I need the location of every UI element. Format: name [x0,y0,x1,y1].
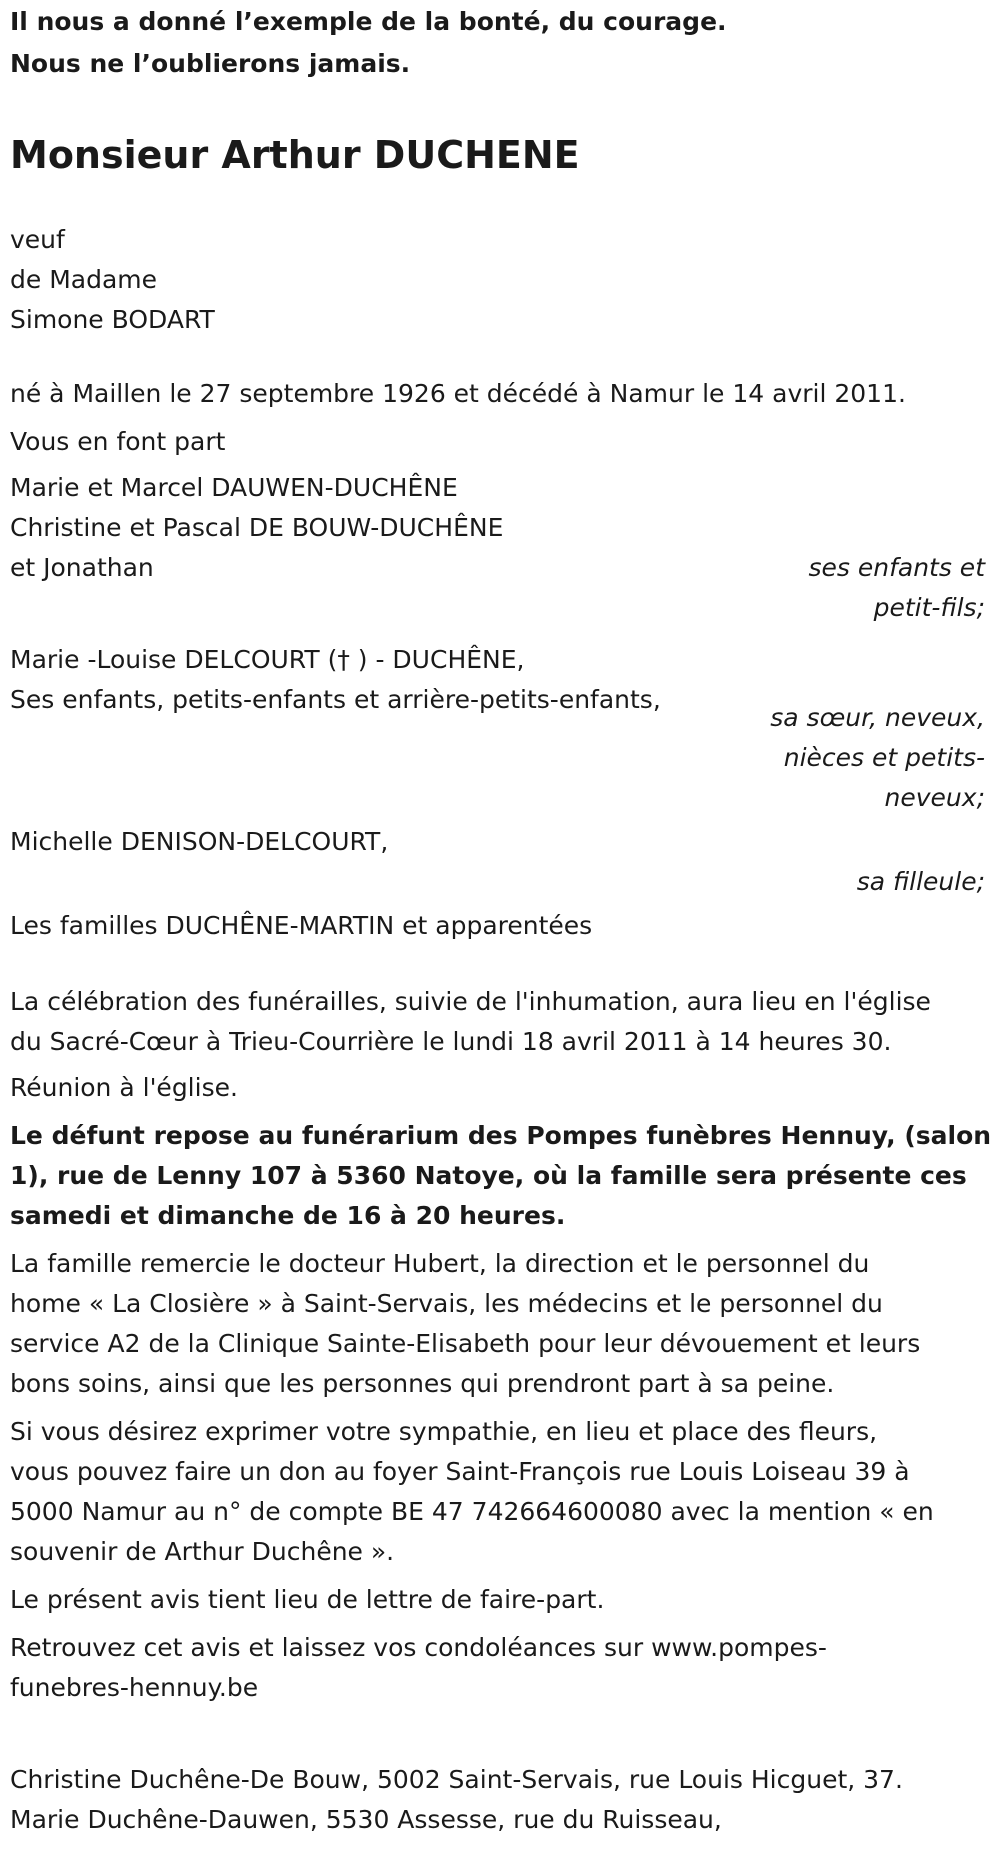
role-line: nièces et petits- [783,743,985,772]
donation-line: souvenir de Arthur Duchêne ». [10,1537,395,1566]
donation-line: 5000 Namur au n° de compte BE 47 742664600080 avec la mention « en [10,1497,934,1526]
family-line: Christine et Pascal DE BOUW-DUCHÊNE [10,513,504,542]
donation-line: vous pouvez faire un don au foyer Saint-François rue Louis Loiseau 39 à [10,1457,910,1486]
family-line: et Jonathan [10,553,154,582]
header-quote [10,2,985,84]
role-line: sa sœur, neveux, [770,703,985,732]
children-role [10,548,985,628]
ceremony-line: La célébration des funérailles, suivie de l'inhumation, aura lieu en l'église [10,987,931,1016]
spouse-line: veuf [10,225,65,254]
families-line: Les familles DUCHÊNE-MARTIN et apparentées [10,911,593,940]
family-line: Marie et Marcel DAUWEN-DUCHÊNE [10,473,458,502]
thanks-line: La famille remercie le docteur Hubert, la direction et le personnel du [10,1249,870,1278]
family-line: Ses enfants, petits-enfants et arrière-petits-enfants, [10,685,661,714]
birth-death: né à Maillen le 27 septembre 1926 et décédé à Namur le 14 avril 2011. [10,379,906,408]
goddaughter: Michelle DENISON-DELCOURT, [10,827,389,856]
announce-text: Vous en font part [10,427,226,456]
notice-text: Le présent avis tient lieu de lettre de faire-part. [10,1585,605,1614]
thanks-line: service A2 de la Clinique Sainte-Elisabeth pour leur dévouement et leurs [10,1329,921,1358]
donation-line: Si vous désirez exprimer votre sympathie, en lieu et place des fleurs, [10,1417,878,1446]
rest-line: Le défunt repose au funérarium des Pompes funèbres Hennuy, (salon [10,1121,992,1150]
role-line: petit-fils; [873,593,985,622]
header-line-2: Nous ne l’oublierons jamais. [10,49,411,78]
meeting-text: Réunion à l'église. [10,1073,238,1102]
donation-paragraph [10,1412,985,1572]
ceremony-paragraph [10,982,985,1062]
thanks-paragraph [10,1244,985,1404]
family-line: Marie -Louise DELCOURT († ) - DUCHÊNE, [10,645,525,674]
thanks-line: home « La Closière » à Saint-Servais, les médecins et le personnel du [10,1289,883,1318]
role-line: ses enfants et [808,553,985,582]
deceased-name: Monsieur Arthur DUCHENE [10,133,580,177]
address-line: Christine Duchêne-De Bouw, 5002 Saint-Servais, rue Louis Hicguet, 37. [10,1765,903,1794]
website-paragraph [10,1628,985,1708]
thanks-line: bons soins, ainsi que les personnes qui prendront part à sa peine. [10,1369,835,1398]
sister-role [10,698,985,818]
header-line-1: Il nous a donné l’exemple de la bonté, du courage. [10,7,727,36]
rest-line: samedi et dimanche de 16 à 20 heures. [10,1201,566,1230]
website-line: Retrouvez cet avis et laissez vos condoléances sur www.pompes- [10,1633,827,1662]
website-line: funebres-hennuy.be [10,1673,259,1702]
spouse-line: Simone BODART [10,305,215,334]
ceremony-line: du Sacré-Cœur à Trieu-Courrière le lundi 18 avril 2011 à 14 heures 30. [10,1027,892,1056]
rest-line: 1), rue de Lenny 107 à 5360 Natoye, où la famille sera présente ces [10,1161,967,1190]
spouse-block [10,220,985,340]
spouse-line: de Madame [10,265,158,294]
rest-paragraph [10,1116,992,1236]
addresses-block [10,1760,985,1840]
goddaughter-role: sa filleule; [856,867,985,896]
role-line: neveux; [884,783,985,812]
address-line: Marie Duchêne-Dauwen, 5530 Assesse, rue du Ruisseau, [10,1805,722,1834]
